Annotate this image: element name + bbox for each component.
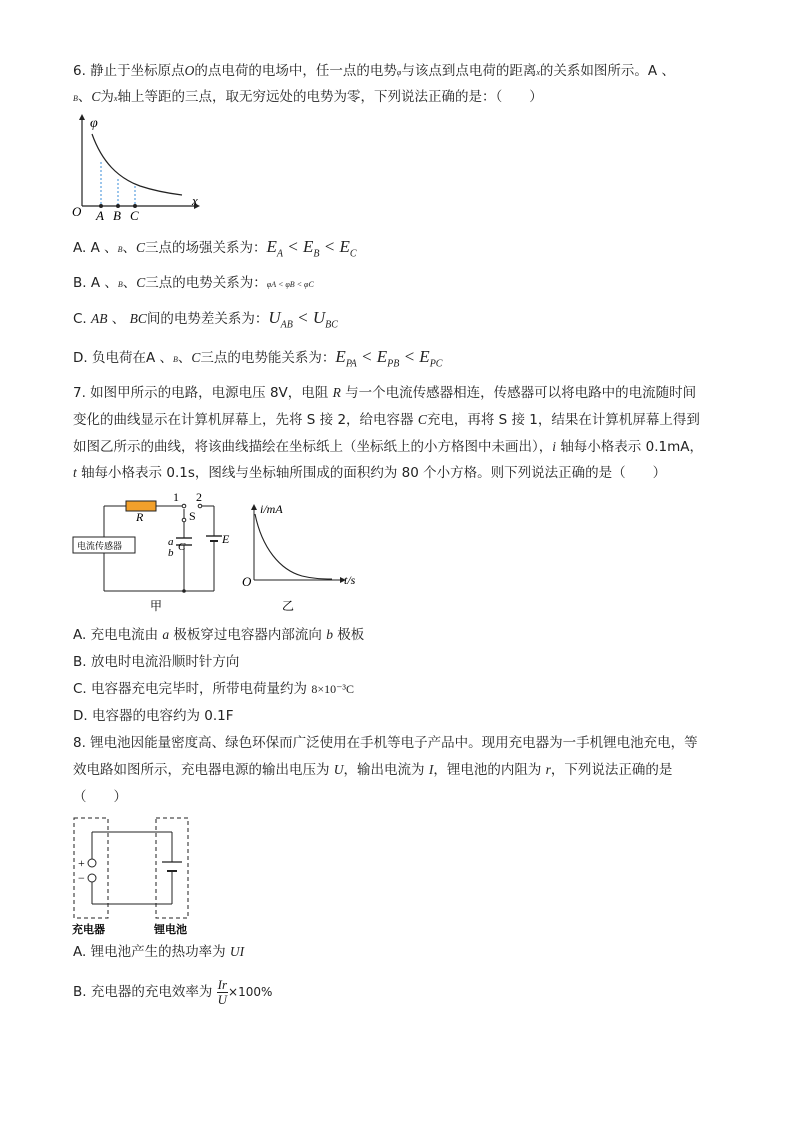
figure-yi-caption: 乙 bbox=[282, 599, 295, 613]
i-axis-arrow bbox=[251, 504, 257, 510]
current-sensor-label: 电流传感器 bbox=[77, 542, 123, 552]
q8-charging-circuit bbox=[70, 814, 200, 938]
discharge-curve bbox=[255, 514, 332, 579]
q7-stem-line3: 如图乙所示的曲线，将该曲线描绘在坐标纸上（坐标纸上的小方格图中未画出），i 轴每小格表示 0.1mA， bbox=[73, 439, 703, 455]
charger-label: 充电器 bbox=[72, 923, 105, 936]
q6-d-formula: $E_{PA} < E_{PB} < E_{PC}$ bbox=[335, 347, 443, 370]
q8-option-a[interactable]: A. 锂电池产生的热功率为 UI bbox=[73, 944, 245, 960]
q8-stem-line3: （ ） bbox=[73, 789, 127, 805]
point-c-label: C bbox=[130, 208, 139, 223]
plate-a-label: a bbox=[168, 536, 174, 548]
efficiency-fraction: $\frac{Ir}{U}$ bbox=[217, 976, 228, 1007]
q7-option-a[interactable]: A. 充电电流由 a 极板穿过电容器内部流向 b 极板 bbox=[73, 627, 365, 643]
terminal-1 bbox=[182, 504, 186, 508]
q7-option-d[interactable]: D. 电容器的电容约为 0.1F bbox=[73, 708, 234, 724]
q6-option-a[interactable]: A. A 、B、C三点的场强关系为：$E_A < E_B < E_C$ bbox=[73, 237, 357, 260]
switch-label: S bbox=[189, 509, 196, 523]
terminal-1-label: 1 bbox=[173, 490, 179, 504]
x-axis-label: x bbox=[192, 193, 198, 208]
q6-c-formula: $U_{AB} < U_{BC}$ bbox=[268, 308, 338, 331]
q7-circuit-diagram bbox=[70, 490, 240, 615]
switch-pivot bbox=[182, 518, 186, 522]
q7-current-time-graph bbox=[238, 498, 368, 616]
q6-stem-line1: 6. 静止于坐标原点O的点电荷的电场中，任一点的电势φ与该点到点电荷的距离x的关系如图所示。A 、 bbox=[73, 63, 675, 79]
t-axis-label: t/s bbox=[344, 573, 356, 587]
minus-sign: − bbox=[78, 871, 85, 885]
q6-option-d[interactable]: D. 负电荷在A 、B、C三点的电势能关系为：$E_{PA} < E_{PB} < E_{PC}$ bbox=[73, 347, 443, 370]
plus-sign: + bbox=[78, 856, 85, 870]
potential-curve bbox=[92, 134, 182, 195]
q8-option-b[interactable]: B. 充电器的充电效率为 $\frac{Ir}{U}$ ×100% bbox=[73, 976, 273, 1007]
q7-stem-line1: 7. 如图甲所示的电路，电源电压 8V，电阻 R 与一个电流传感器相连，传感器可以将电路中的电流随时间 bbox=[73, 385, 697, 401]
q6-a-formula: $E_A < E_B < E_C$ bbox=[266, 237, 357, 260]
q7-option-c[interactable]: C. 电容器充电完毕时，所带电荷量约为 8×10⁻³C bbox=[73, 681, 355, 697]
q7-stem-line2: 变化的曲线显示在计算机屏幕上，先将 S 接 2，给电容器 C充电，再将 S 接 1，结果在计算机屏幕上得到 bbox=[73, 412, 700, 428]
q8-stem-line2: 效电路如图所示，充电器电源的输出电压为 U，输出电流为 I，锂电池的内阻为 r，下列说法正确的是 bbox=[73, 762, 673, 778]
figure-jia-caption: 甲 bbox=[150, 599, 163, 613]
y-axis-label: φ bbox=[90, 116, 98, 131]
capacitor-label: C bbox=[178, 541, 186, 553]
q6-potential-graph bbox=[70, 112, 210, 224]
terminal-2 bbox=[198, 504, 202, 508]
positive-terminal bbox=[88, 859, 96, 867]
plate-b-label: b bbox=[168, 547, 174, 559]
q7-option-b[interactable]: B. 放电时电流沿顺时针方向 bbox=[73, 654, 240, 670]
q6-b-formula: φA < φB < φC bbox=[266, 280, 314, 289]
i-axis-label: i/mA bbox=[260, 502, 283, 516]
origin-label: O bbox=[242, 574, 252, 589]
negative-terminal bbox=[88, 874, 96, 882]
terminal-2-label: 2 bbox=[196, 490, 202, 504]
q8-stem-line1: 8. 锂电池因能量密度高、绿色环保而广泛使用在手机等电子产品中。现用充电器为一手机锂电池充电，等 bbox=[73, 735, 698, 751]
battery-label: E bbox=[222, 532, 230, 546]
q6-option-c[interactable]: C. AB 、 BC间的电势差关系为：$U_{AB} < U_{BC}$ bbox=[73, 308, 338, 331]
battery-label: 锂电池 bbox=[154, 923, 187, 936]
resistor-label: R bbox=[136, 510, 144, 524]
point-a-label: A bbox=[96, 208, 104, 223]
q6-option-b[interactable]: B. A 、B、C三点的电势关系为：φA < φB < φC bbox=[73, 275, 314, 291]
point-b-label: B bbox=[113, 208, 121, 223]
q6-stem-line2: B、C为x轴上等距的三点，取无穷远处的电势为零，下列说法正确的是：（ ） bbox=[73, 89, 543, 105]
q7-stem-line4: t 轴每小格表示 0.1s，图线与坐标轴所围成的面积约为 80 个小方格。则下列说法正确的是（ ） bbox=[73, 465, 667, 481]
y-axis-arrow bbox=[79, 114, 85, 120]
origin-label: O bbox=[72, 204, 82, 219]
